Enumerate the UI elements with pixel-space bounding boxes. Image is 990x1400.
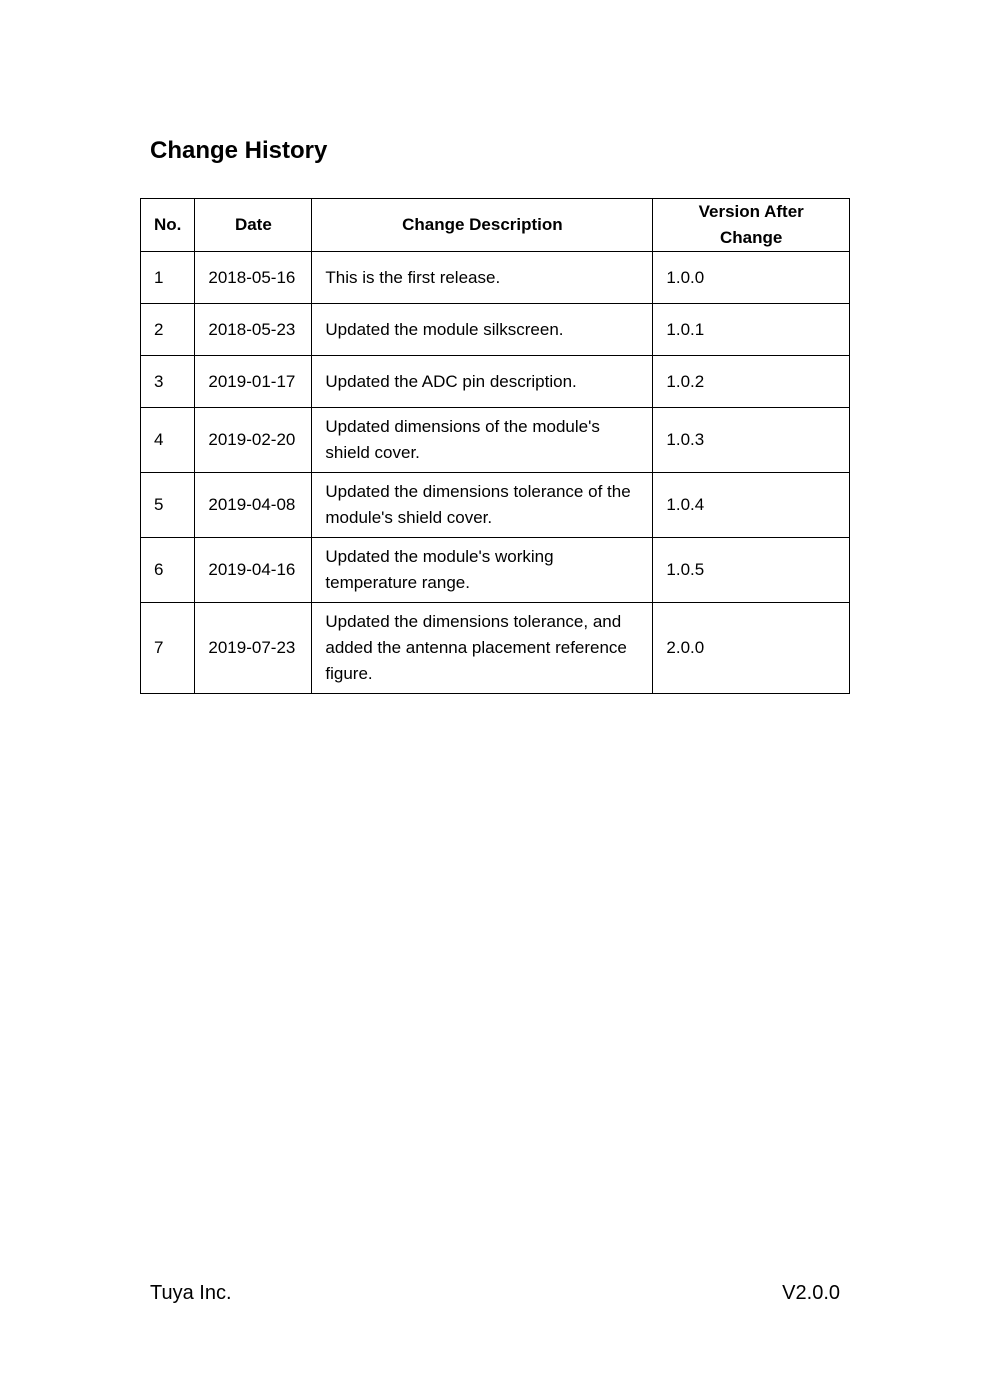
footer-company: Tuya Inc. bbox=[150, 1282, 232, 1304]
table-row bbox=[141, 473, 850, 538]
cell-description: Updated the ADC pin description. bbox=[312, 356, 653, 408]
cell-no: 1 bbox=[141, 252, 195, 304]
cell-description: Updated dimensions of the module's shield cover. bbox=[312, 408, 653, 473]
cell-date: 2018-05-16 bbox=[195, 252, 312, 304]
header-version: Version After Change bbox=[653, 199, 850, 252]
table-row bbox=[141, 603, 850, 694]
cell-version: 1.0.3 bbox=[653, 408, 850, 473]
cell-description: This is the first release. bbox=[312, 252, 653, 304]
footer-version: V2.0.0 bbox=[782, 1282, 840, 1304]
cell-no: 3 bbox=[141, 356, 195, 408]
page-title: Change History bbox=[150, 137, 328, 164]
cell-date: 2019-01-17 bbox=[195, 356, 312, 408]
cell-date: 2019-04-16 bbox=[195, 538, 312, 603]
cell-version: 1.0.0 bbox=[653, 252, 850, 304]
table-row bbox=[141, 538, 850, 603]
cell-version: 1.0.2 bbox=[653, 356, 850, 408]
cell-no: 6 bbox=[141, 538, 195, 603]
cell-version: 1.0.1 bbox=[653, 304, 850, 356]
cell-date: 2019-04-08 bbox=[195, 473, 312, 538]
table-row bbox=[141, 408, 850, 473]
cell-no: 7 bbox=[141, 603, 195, 694]
cell-version: 1.0.4 bbox=[653, 473, 850, 538]
table-row bbox=[141, 356, 850, 408]
cell-description: Updated the module's working temperature range. bbox=[312, 538, 653, 603]
cell-no: 2 bbox=[141, 304, 195, 356]
cell-no: 4 bbox=[141, 408, 195, 473]
cell-description: Updated the module silkscreen. bbox=[312, 304, 653, 356]
cell-date: 2019-07-23 bbox=[195, 603, 312, 694]
cell-date: 2018-05-23 bbox=[195, 304, 312, 356]
header-date: Date bbox=[195, 199, 312, 252]
table-row bbox=[141, 252, 850, 304]
table-header-row bbox=[141, 199, 850, 252]
cell-description: Updated the dimensions tolerance, and added the antenna placement reference figure. bbox=[312, 603, 653, 694]
cell-date: 2019-02-20 bbox=[195, 408, 312, 473]
cell-no: 5 bbox=[141, 473, 195, 538]
header-description: Change Description bbox=[312, 199, 653, 252]
header-no: No. bbox=[141, 199, 195, 252]
cell-version: 1.0.5 bbox=[653, 538, 850, 603]
cell-description: Updated the dimensions tolerance of the module's shield cover. bbox=[312, 473, 653, 538]
table-row bbox=[141, 304, 850, 356]
change-history-table bbox=[140, 198, 850, 694]
cell-version: 2.0.0 bbox=[653, 603, 850, 694]
